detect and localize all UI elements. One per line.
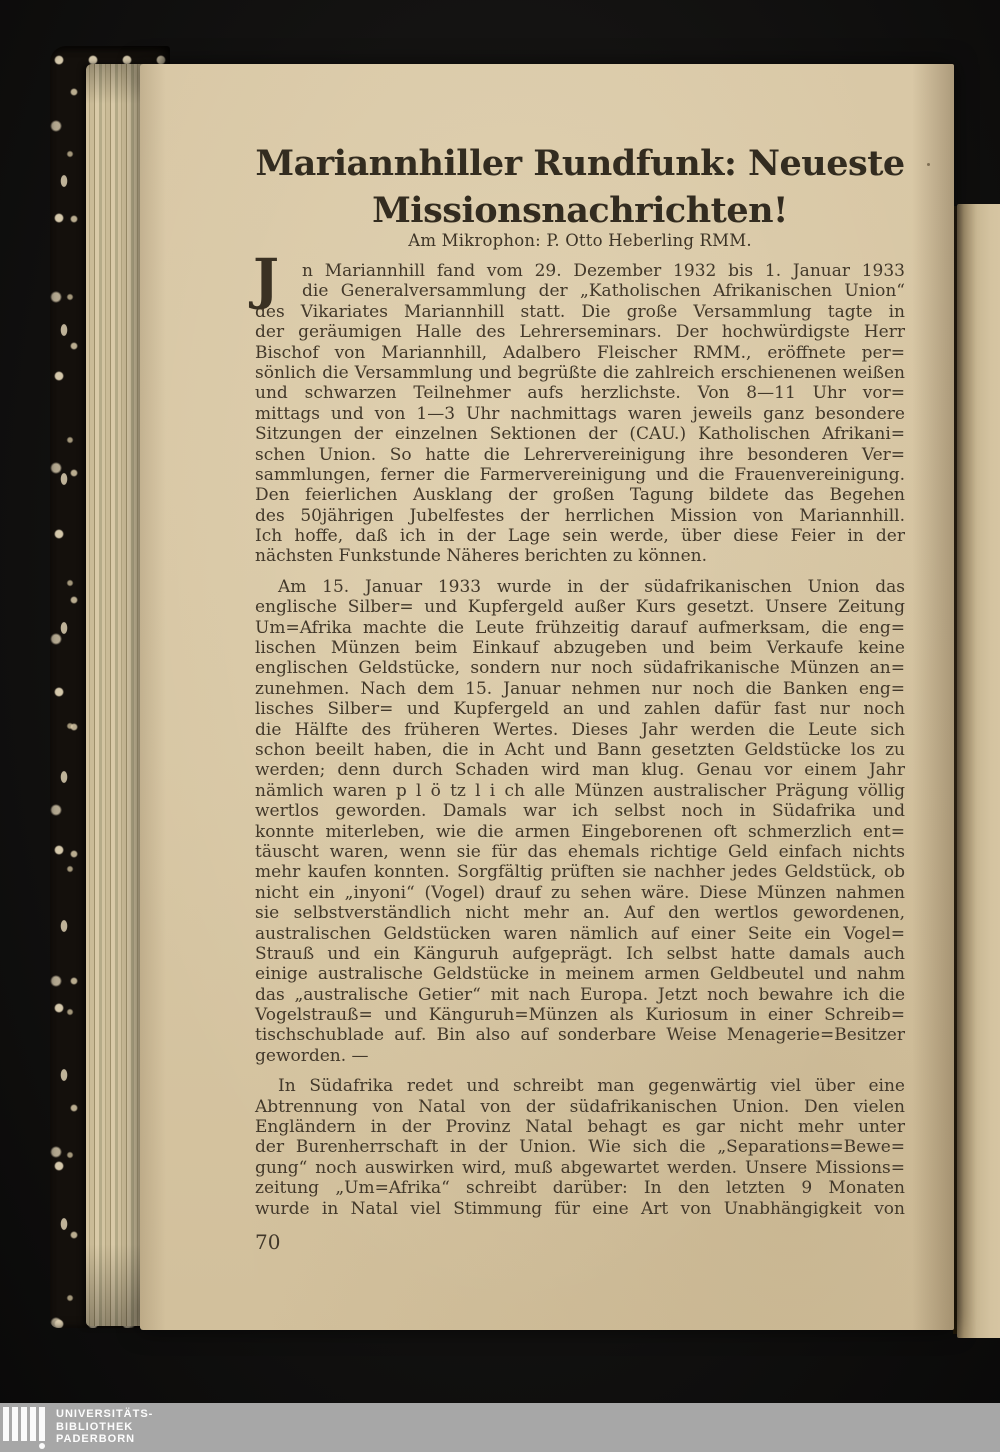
text-line: wurde in Natal viel Stimmung für eine Art von Unabhängigkeit von (255, 1198, 905, 1219)
page-edges-stack (86, 64, 144, 1326)
text-line: konnte miterleben, wie die armen Eingeborenen oft schmerzlich ent= (255, 821, 905, 842)
text-line: Ich hoffe, daß ich in der Lage sein werde, über diese Feier in der (255, 526, 905, 547)
text-line: schon beeilt haben, die in Acht und Bann gesetzten Geldstücke los zu (255, 739, 905, 760)
text-line: Strauß und ein Känguruh aufgeprägt. Ich selbst hatte damals auch (255, 943, 905, 964)
text-line: nämlich waren p l ö tz l i ch alle Münzen australischer Prägung völlig (255, 780, 905, 801)
library-name-line1: UNIVERSITÄTS- (56, 1408, 154, 1420)
paragraph (255, 1076, 905, 1219)
text-line: tischschublade auf. Bin also auf sonderbare Weise Menagerie=Besitzer (255, 1025, 905, 1046)
text-line: die Generalversammlung der „Katholischen Afrikanischen Union“ (302, 281, 905, 302)
text-line: das „australische Getier“ mit nach Europa. Jetzt noch bewahre ich die (255, 984, 905, 1005)
text-line: und schwarzen Teilnehmer aufs herzlichste. Von 8—11 Uhr vor= (255, 383, 905, 404)
logo-bar (30, 1407, 36, 1441)
page-title-line2: Missionsnachrichten! (372, 190, 788, 231)
text-line: sie selbstverständlich nicht mehr an. Auf den wertlos gewordenen, (255, 903, 905, 924)
library-name-line2: BIBLIOTHEK (56, 1420, 134, 1433)
text-line: des Vikariates Mariannhill statt. Die große Versammlung tagte in (255, 301, 905, 322)
text-line: die Hälfte des früheren Wertes. Dieses Jahr werden die Leute sich (255, 719, 905, 740)
text-line: der Burenherrschaft in der Union. Wie sich die „Separations=Bewe= (255, 1137, 905, 1158)
text-line: des 50jährigen Jubelfestes der herrlichen Mission von Mariannhill. (255, 505, 905, 526)
body-text (253, 246, 905, 1219)
text-line: Um=Afrika machte die Leute frühzeitig darauf aufmerksam, die eng= (255, 617, 905, 638)
text-line: n Mariannhill fand vom 29. Dezember 1932 bis 1. Januar 1933 (302, 261, 905, 281)
byline: Am Mikrophon: P. Otto Heberling RMM. (408, 231, 752, 250)
text-line: englische Silber= und Kupfergeld außer Kurs gesetzt. Unsere Zeitung (255, 597, 905, 618)
paper-speck (927, 163, 930, 166)
text-line: zeitung „Um=Afrika“ schreibt darüber: In den letzten 9 Monaten (255, 1178, 905, 1199)
text-line: lischen Münzen beim Einkauf abzugeben und beim Verkaufe keine (255, 638, 905, 659)
text-line: Vogelstrauß= und Känguruh=Münzen als Kuriosum in einer Schreib= (255, 1005, 905, 1026)
text-line: Abtrennung von Natal von der südafrikanischen Union. Den vielen (255, 1096, 905, 1117)
text-line: lisches Silber= und Kupfergeld an und zahlen dafür fast nur noch (255, 699, 905, 720)
logo-bar (3, 1407, 9, 1441)
text-line: Am 15. Januar 1933 wurde in der südafrikanischen Union das (278, 576, 905, 597)
text-line: mittags und von 1—3 Uhr nachmittags waren jeweils ganz besondere (255, 403, 905, 424)
scanned-page (140, 64, 954, 1330)
page-title-line1: Mariannhiller Rundfunk: Neueste (255, 143, 905, 184)
facing-page-edge (957, 204, 1000, 1338)
library-name (56, 1408, 153, 1446)
text-line: englischen Geldstücke, sondern nur noch südafrikanische Münzen an= (255, 658, 905, 679)
text-line: Sitzungen der einzelnen Sektionen der (CAU.) Katholischen Afrikani= (255, 424, 905, 445)
page-number: 70 (255, 1230, 281, 1254)
text-line: der geräumigen Halle des Lehrerseminars. Der hochwürdigste Herr (255, 322, 905, 343)
text-line: australischen Geldstücken waren nämlich auf einer Seite ein Vogel= (255, 923, 905, 944)
text-line: täuscht waren, wenn sie für das ehemals richtige Geld einfach nichts (255, 841, 905, 862)
text-line: gung“ noch auswirken wird, muß abgewartet werden. Unsere Missions= (255, 1157, 905, 1178)
text-line: nicht ein „inyoni“ (Vogel) drauf zu sehen wäre. Diese Münzen nahmen (255, 882, 905, 903)
library-name-line3: PADERBORN (56, 1433, 136, 1445)
text-line: sönlich die Versammlung und begrüßte die zahlreich erschienenen weißen (255, 362, 905, 383)
text-line: mehr kaufen konnten. Sorgfältig prüften sie nachher jedes Geldstück, ob (255, 862, 905, 883)
text-line: wertlos geworden. Damals war ich selbst noch in Südafrika und (255, 801, 905, 822)
text-line: In Südafrika redet und schreibt man gegenwärtig viel über eine (278, 1076, 905, 1097)
text-line: zunehmen. Nach dem 15. Januar nehmen nur noch die Banken eng= (255, 678, 905, 699)
text-line: Bischof von Mariannhill, Adalbero Fleischer RMM., eröffnete per= (255, 342, 905, 363)
text-line: schen Union. So hatte die Lehrervereinigung ihre besonderen Ver= (255, 444, 905, 465)
library-footer-bar (0, 1403, 1000, 1452)
logo-bar (39, 1407, 45, 1441)
text-line: Engländern in der Provinz Natal behagt es gar nicht mehr unter (255, 1117, 905, 1138)
library-logo-bars-icon (3, 1407, 45, 1441)
drop-cap: J (253, 246, 280, 311)
logo-bar (12, 1407, 18, 1441)
text-line: einige australische Geldstücke in meinem armen Geldbeutel und nahm (255, 964, 905, 985)
logo-bar (21, 1407, 27, 1441)
text-line: nächsten Funkstunde Näheres berichten zu können. (255, 546, 708, 567)
logo-dot-icon (39, 1443, 45, 1449)
paragraph (253, 246, 905, 567)
text-line: geworden. — (255, 1045, 369, 1066)
text-line: Den feierlichen Ausklang der großen Tagung bildete das Begehen (255, 485, 905, 506)
text-line: werden; denn durch Schaden wird man klug. Genau vor einem Jahr (255, 760, 905, 781)
text-line: sammlungen, ferner die Farmervereinigung und die Frauenvereinigung. (255, 464, 905, 485)
paragraph (255, 577, 905, 1066)
